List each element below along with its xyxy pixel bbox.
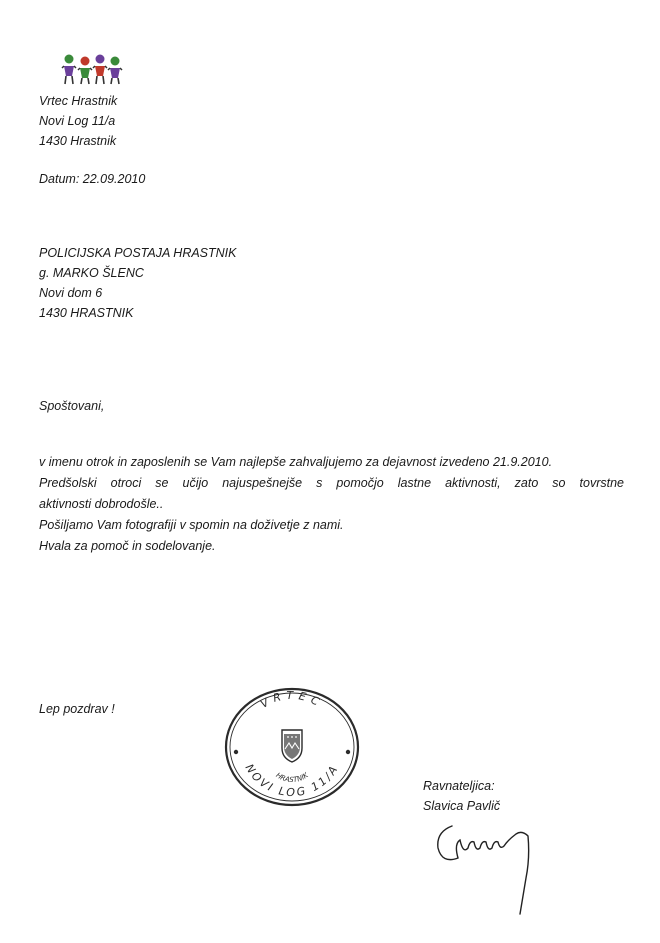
official-stamp	[222, 686, 362, 808]
body-line-1: v imenu otrok in zaposlenih se Vam najlepše zahvaljujemo za dejavnost izvedeno 21.9.2010.	[39, 455, 553, 469]
logo-child-1	[62, 55, 76, 85]
recipient-person: g. MARKO ŠLENC	[39, 266, 144, 280]
signer-title: Ravnateljica:	[423, 779, 495, 793]
coat-of-arms-icon	[282, 730, 302, 762]
body-line-3: aktivnosti dobrodošle..	[39, 497, 164, 511]
recipient-city: 1430 HRASTNIK	[39, 306, 134, 320]
stamp-top-text: VRTEC	[258, 688, 326, 711]
signer-name: Slavica Pavlič	[423, 799, 501, 813]
greeting: Spoštovani,	[39, 399, 105, 413]
body-line-5: Hvala za pomoč in sodelovanje.	[39, 539, 216, 553]
body-line-4: Pošiljamo Vam fotografiji v spomin na doživetje z nami.	[39, 518, 344, 532]
closing: Lep pozdrav !	[39, 702, 115, 716]
letter-date: Datum: 22.09.2010	[39, 172, 146, 186]
body-line-2: Predšolski otroci se učijo najuspešnejše s pomočjo lastne aktivnosti, zato so tovrstne	[39, 476, 624, 490]
handwritten-signature	[430, 818, 540, 918]
sender-address	[39, 91, 117, 151]
recipient-institution: POLICIJSKA POSTAJA HRASTNIK	[39, 246, 237, 260]
recipient-address	[39, 243, 237, 323]
stamp-inner-text: HRASTNIK	[274, 771, 310, 785]
sender-name: Vrtec Hrastnik	[39, 94, 118, 108]
svg-text:HRASTNIK	[274, 770, 310, 784]
sender-street: Novi Log 11/a	[39, 114, 116, 128]
logo-child-4	[108, 57, 122, 85]
stamp-bottom-text: NOVI LOG 11/A	[242, 761, 342, 800]
letter-body	[39, 452, 629, 557]
signer-block	[423, 776, 500, 816]
logo-child-3	[93, 55, 107, 85]
kindergarten-logo	[60, 52, 124, 86]
logo-child-2	[78, 57, 92, 85]
recipient-street: Novi dom 6	[39, 286, 103, 300]
sender-city: 1430 Hrastnik	[39, 134, 117, 148]
